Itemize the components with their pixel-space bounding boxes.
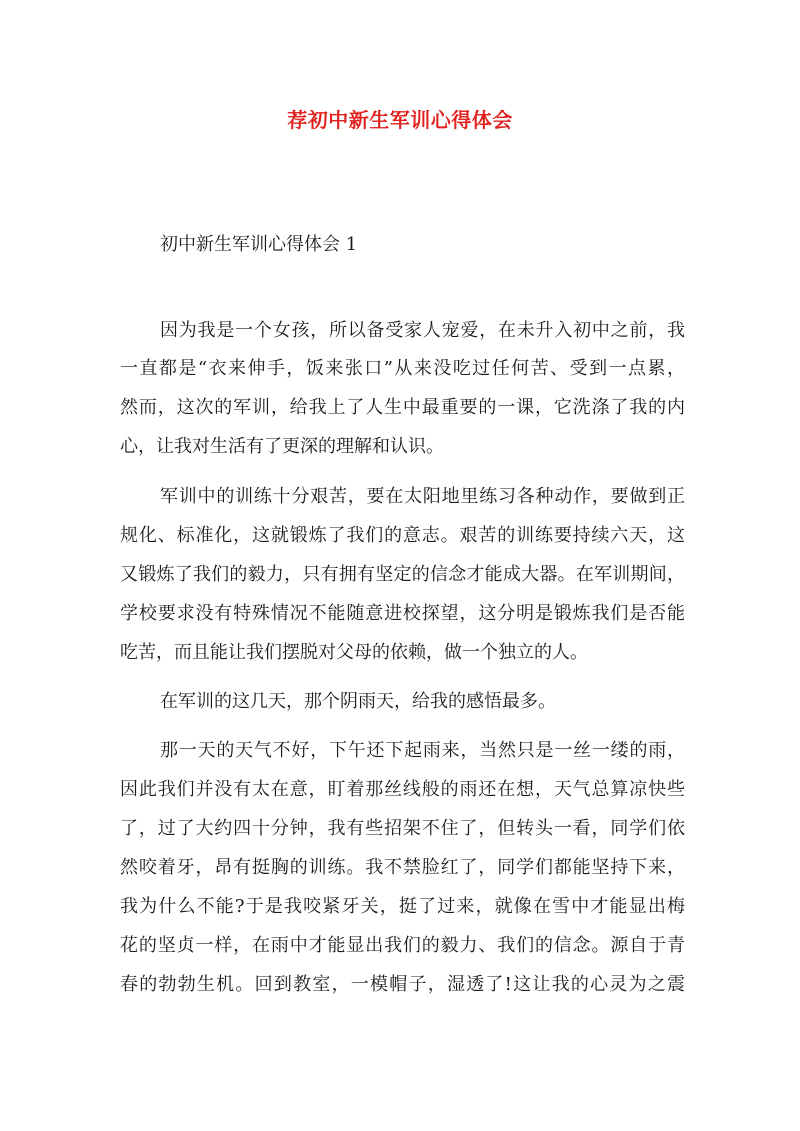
paragraph-line: 那一天的天气不好，下午还下起雨来，当然只是一丝一缕的雨，: [160, 740, 685, 761]
section-heading: 初中新生军训心得体会 1: [160, 234, 358, 255]
paragraph-line: 然咬着牙，昂有挺胸的训练。我不禁脸红了，同学们都能坚持下来，: [120, 857, 685, 878]
paragraph-line: 我为什么不能?于是我咬紧牙关，挺了过来，就像在雪中才能显出梅: [120, 896, 685, 917]
paragraph-line: 心，让我对生活有了更深的理解和认识。: [120, 436, 444, 457]
paragraph-line: 在军训的这几天，那个阴雨天，给我的感悟最多。: [160, 691, 556, 712]
paragraph-line: 因为我是一个女孩，所以备受家人宠爱，在未升入初中之前，我: [160, 320, 685, 341]
paragraph-line: 规化、标准化，这就锻炼了我们的意志。艰苦的训练要持续六天，这: [120, 525, 685, 546]
paragraph-line: 一直都是“衣来伸手，饭来张口”从来没吃过任何苦、受到一点累，: [120, 358, 685, 379]
paragraph-line: 吃苦，而且能让我们摆脱对父母的依赖，做一个独立的人。: [120, 642, 588, 663]
paragraph-line: 了，过了大约四十分钟，我有些招架不住了，但转头一看，同学们依: [120, 818, 685, 839]
paragraph-line: 春的勃勃生机。回到教室，一模帽子，湿透了!这让我的心灵为之震: [120, 974, 685, 995]
paragraph-line: 军训中的训练十分艰苦，要在太阳地里练习各种动作，要做到正: [160, 486, 685, 507]
paragraph-line: 因此我们并没有太在意，盯着那丝线般的雨还在想，天气总算凉快些: [120, 779, 685, 800]
paragraph-line: 花的坚贞一样，在雨中才能显出我们的毅力、我们的信念。源自于青: [120, 935, 685, 956]
document-title: 荐初中新生军训心得体会: [287, 108, 513, 132]
paragraph-line: 又锻炼了我们的毅力，只有拥有坚定的信念才能成大器。在军训期间，: [120, 564, 685, 585]
paragraph-line: 学校要求没有特殊情况不能随意进校探望，这分明是锻炼我们是否能: [120, 603, 685, 624]
paragraph-line: 然而，这次的军训，给我上了人生中最重要的一课，它洗涤了我的内: [120, 397, 685, 418]
